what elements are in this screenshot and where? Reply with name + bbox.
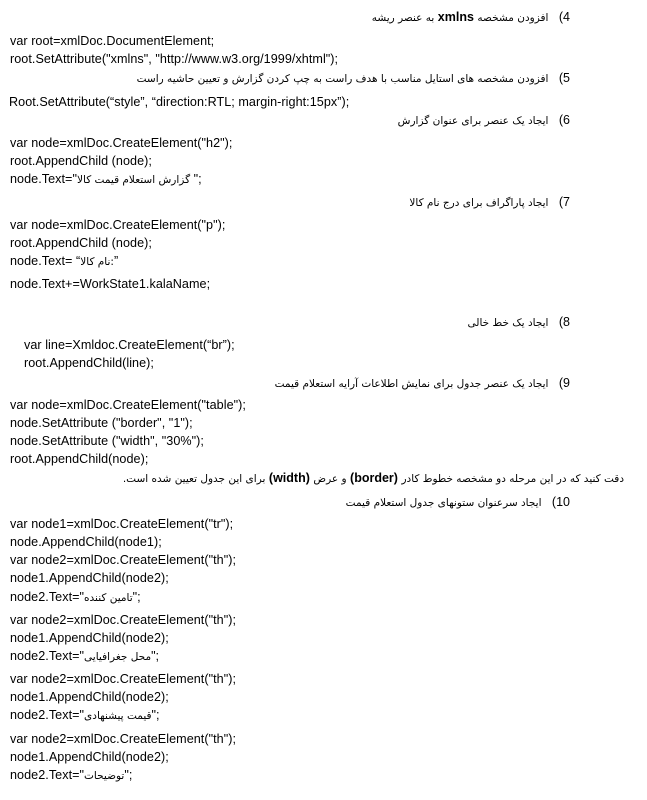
step-4-heading bbox=[372, 9, 570, 26]
code-line: var root=xmlDoc.DocumentElement; bbox=[10, 34, 215, 48]
code-line: root.AppendChild(node); bbox=[10, 452, 149, 466]
step-text: ایجاد پاراگراف برای درج نام کالا bbox=[409, 197, 549, 209]
step-text: ایجاد یک عنصر جدول برای نمایش اطلاعات آرایه استعلام قیمت bbox=[274, 378, 549, 390]
persian-string: محل جغرافیایی bbox=[84, 651, 152, 663]
note-text: دقت کنید که در این مرحله دو مشخصه خطوط کادر bbox=[401, 473, 624, 485]
code-line: var node=xmlDoc.CreateElement("p"); bbox=[10, 218, 226, 232]
code-line-text bbox=[10, 648, 159, 665]
code-line-text bbox=[10, 253, 118, 270]
code-line: var node2=xmlDoc.CreateElement("th"); bbox=[10, 672, 237, 686]
code-line: Root.SetAttribute(“style”, “direction:RTL; margin-right:15px”); bbox=[9, 95, 350, 109]
step-number: 6) bbox=[558, 113, 570, 127]
step-text: ایجاد یک خط خالی bbox=[467, 317, 549, 329]
code-line: root.SetAttribute("xmlns", "http://www.w3.org/1999/xhtml"); bbox=[10, 52, 339, 66]
persian-string: توضیحات bbox=[84, 770, 125, 782]
code-fragment: "; bbox=[190, 172, 202, 186]
step-5-heading bbox=[137, 70, 570, 87]
step-number: 7) bbox=[558, 195, 570, 209]
step-text: ایجاد سرعنوان ستونهای جدول استعلام قیمت bbox=[345, 497, 542, 509]
code-line: node1.AppendChild(node2); bbox=[10, 750, 169, 764]
code-line: node.SetAttribute ("width", "30%"); bbox=[10, 434, 204, 448]
step-6-heading bbox=[398, 112, 570, 129]
code-fragment: ” bbox=[113, 254, 119, 268]
code-fragment: node.Text=" bbox=[10, 172, 77, 186]
step-text: ایجاد یک عنصر برای عنوان گزارش bbox=[397, 115, 549, 127]
persian-string: نام کالا: bbox=[80, 256, 114, 268]
note-term: (border) bbox=[350, 471, 398, 485]
code-line: node.Text+=WorkState1.kalaName; bbox=[10, 277, 211, 291]
code-fragment: node.Text= “ bbox=[10, 254, 81, 268]
code-line: root.AppendChild (node); bbox=[10, 154, 152, 168]
step-number: 4) bbox=[558, 10, 570, 24]
step-number: 8) bbox=[558, 315, 570, 329]
code-fragment: node2.Text=" bbox=[10, 708, 85, 722]
note-paragraph bbox=[123, 470, 624, 487]
code-line: node1.AppendChild(node2); bbox=[10, 571, 169, 585]
code-fragment: node2.Text=" bbox=[10, 649, 85, 663]
code-fragment: "; bbox=[151, 649, 160, 663]
step-text: افزودن مشخصه bbox=[477, 12, 549, 24]
step-text: افزودن مشخصه های استایل مناسب با هدف راست به چپ کردن گزارش و تعیین حاشیه راست bbox=[136, 73, 549, 85]
step-text: به عنصر ریشه bbox=[371, 12, 435, 24]
note-term: (width) bbox=[268, 471, 310, 485]
code-line-text bbox=[10, 707, 160, 724]
code-line: node.SetAttribute ("border", "1"); bbox=[10, 416, 193, 430]
code-line-text bbox=[10, 171, 202, 188]
code-line: var node2=xmlDoc.CreateElement("th"); bbox=[10, 553, 237, 567]
code-line-text bbox=[10, 589, 141, 606]
code-line: node1.AppendChild(node2); bbox=[10, 631, 169, 645]
step-8-heading bbox=[468, 314, 570, 331]
code-line: var node2=xmlDoc.CreateElement("th"); bbox=[10, 613, 237, 627]
step-10-heading bbox=[346, 494, 570, 511]
code-line: node.AppendChild(node1); bbox=[10, 535, 162, 549]
code-line: node1.AppendChild(node2); bbox=[10, 690, 169, 704]
code-line: var node=xmlDoc.CreateElement("h2"); bbox=[10, 136, 233, 150]
persian-string: گزارش استعلام قیمت کالا bbox=[77, 174, 191, 186]
code-fragment: "; bbox=[151, 708, 160, 722]
code-line: var node1=xmlDoc.CreateElement("tr"); bbox=[10, 517, 234, 531]
code-fragment: "; bbox=[124, 768, 133, 782]
persian-string: تامین کننده bbox=[84, 592, 133, 604]
note-text: و عرض bbox=[313, 473, 347, 485]
step-number: 9) bbox=[558, 376, 570, 390]
persian-string: قیمت پیشنهادی bbox=[84, 710, 152, 722]
step-number: 10) bbox=[551, 495, 570, 509]
step-term: xmlns bbox=[437, 10, 474, 24]
code-fragment: node2.Text=" bbox=[10, 590, 85, 604]
step-9-heading bbox=[275, 375, 570, 392]
step-7-heading bbox=[409, 194, 570, 211]
code-line: var line=Xmldoc.CreateElement(“br”); bbox=[24, 338, 235, 352]
code-line: var node=xmlDoc.CreateElement("table"); bbox=[10, 398, 246, 412]
step-number: 5) bbox=[558, 71, 570, 85]
code-line-text bbox=[10, 767, 132, 784]
code-fragment: "; bbox=[132, 590, 141, 604]
code-line: var node2=xmlDoc.CreateElement("th"); bbox=[10, 732, 237, 746]
note-text: برای این جدول تعیین شده است. bbox=[122, 473, 266, 485]
code-line: root.AppendChild(line); bbox=[24, 356, 154, 370]
code-line: root.AppendChild (node); bbox=[10, 236, 152, 250]
code-fragment: node2.Text=" bbox=[10, 768, 85, 782]
